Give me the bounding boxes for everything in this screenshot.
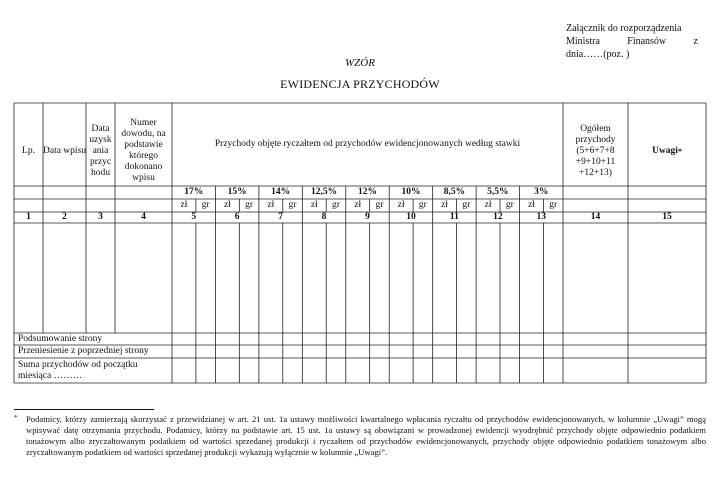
column-number: 15	[662, 212, 672, 222]
header-remarks-label: Uwagi	[652, 145, 678, 156]
header-lp: Lp.	[22, 145, 35, 156]
header-remarks-mark: *	[677, 146, 682, 156]
unit-gr: gr	[245, 200, 254, 210]
header-revenue-date: Data uzysk ania przyc hodu	[89, 123, 112, 178]
unit-zl: zł	[528, 200, 535, 210]
rate-header: 10%	[401, 187, 421, 197]
unit-gr: gr	[288, 200, 297, 210]
unit-zl: zł	[223, 200, 231, 210]
unit-gr: gr	[375, 200, 384, 210]
rate-header: 12%	[357, 187, 377, 197]
column-number: 6	[234, 212, 240, 222]
footnote-divider	[14, 409, 154, 410]
rate-header: 14%	[271, 187, 291, 197]
pattern-label: WZÓR	[345, 57, 375, 69]
unit-zl: zł	[354, 200, 362, 210]
unit-zl: zł	[180, 200, 188, 210]
unit-gr: gr	[462, 200, 471, 210]
footnote-text: Podatnicy, którzy zamierzają skorzystać z przewidzianej w art. 21 ust. 1a ustawy możliwości kwartalnego wpłacania ryczałtu od przychodów ewidencjonowanych, w kolumnie „Uwagi” mogą wpisywać datę otrzymania przychodu. Podatnicy, którzy na podstawie art. 15 ust. 1a ustawy są obowiązani w prowadzonej ewidencji wyodrębnić przychody objęte odpowiednio podatkiem tonażowym albo zryczałtowanym podatkiem od wartości sprzedanej produkcji i ryczałtem od przychodów ewidencjonowanych, przychody objęte odpowiednio podatkiem tonażowym albo zryczałtowanym podatkiem od wartości sprzedanej produkcji wykazują wyłącznie w kolumnie „Uwagi”.	[26, 414, 706, 457]
column-number: 5	[191, 212, 197, 222]
page-title: EWIDENCJA PRZYCHODÓW	[280, 77, 440, 91]
unit-gr: gr	[201, 200, 210, 210]
header-remarks	[628, 103, 706, 199]
rate-header: 15%	[227, 187, 247, 197]
column-number: 10	[406, 212, 416, 222]
unit-gr: gr	[549, 200, 558, 210]
column-number: 12	[493, 212, 503, 222]
annex-line-3: dnia……(poz. )	[566, 49, 630, 60]
column-number: 11	[449, 212, 459, 222]
rate-header: 17%	[184, 187, 204, 197]
rate-header: 5,5%	[487, 187, 509, 197]
footnote-mark: *	[14, 414, 18, 422]
unit-zl: zł	[267, 200, 275, 210]
rate-header: 3%	[534, 187, 549, 197]
rate-header: 8,5%	[443, 187, 466, 197]
header-entry-date: Data wpisu	[43, 145, 86, 156]
rate-header: 12,5%	[310, 187, 338, 197]
unit-zl: zł	[310, 200, 318, 210]
unit-zl: zł	[441, 200, 449, 210]
unit-gr: gr	[418, 200, 427, 210]
annex-line-1: Załącznik do rozporządzenia	[566, 23, 682, 34]
unit-zl: zł	[484, 200, 492, 210]
summary-row-page: Podsumowanie strony	[18, 333, 103, 344]
header-total: Ogółem przychody (5+6+7+8 +9+10+11 +12+13)	[575, 123, 616, 178]
column-number: 14	[590, 212, 601, 222]
unit-gr: gr	[505, 200, 514, 210]
column-number: 8	[321, 212, 327, 222]
column-number: 13	[536, 212, 547, 222]
column-number: 3	[98, 212, 103, 222]
summary-row-month: Suma przychodów od początku miesiąca ………	[18, 359, 138, 381]
footnote	[14, 414, 706, 458]
unit-zl: zł	[397, 200, 405, 210]
header-proof-number: Numer dowodu, na podstawie którego dokonano wpisu	[121, 118, 166, 183]
column-number: 9	[365, 212, 370, 222]
column-number: 4	[141, 212, 146, 222]
unit-gr: gr	[332, 200, 340, 210]
column-number: 2	[62, 212, 67, 222]
column-number: 1	[26, 212, 31, 222]
annex-line-2: Ministra Finansów z	[566, 36, 698, 47]
column-number: 7	[278, 212, 283, 222]
header-revenue-group: Przychody objęte ryczałtem od przychodów ewidencjonowanych według stawki	[214, 139, 521, 149]
summary-row-carried: Przeniesienie z poprzedniej strony	[18, 346, 149, 356]
